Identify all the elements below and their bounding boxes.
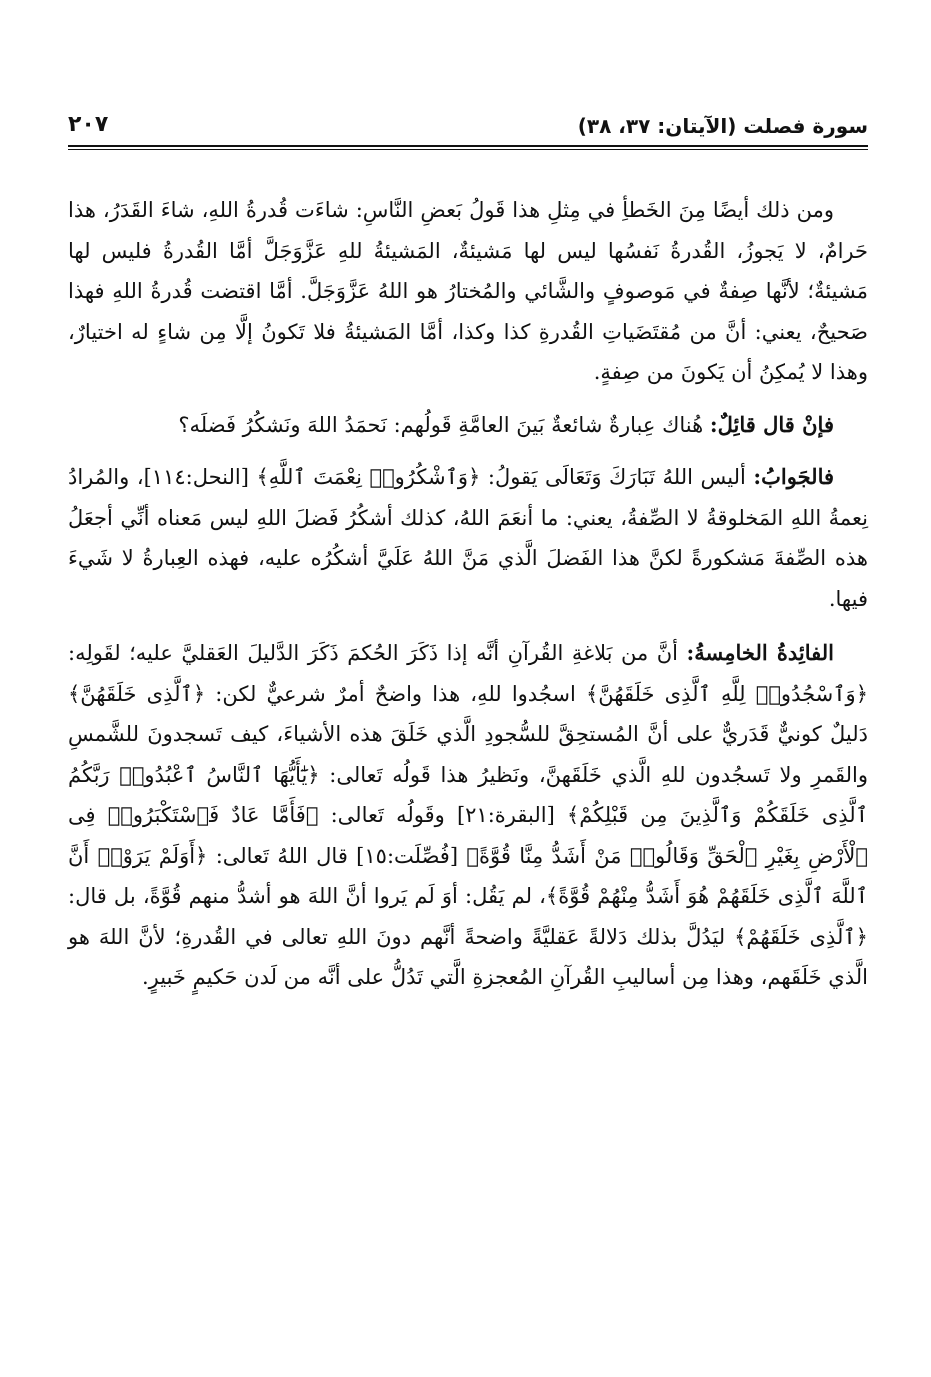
header-divider: [68, 145, 868, 147]
surah-heading: سورة فصلت (الآيتان: ٣٧، ٣٨): [577, 114, 868, 138]
paragraph-1-text: ومن ذلك أيضًا مِنَ الخَطأِ في مِثلِ هذا قَولُ بَعضِ النَّاسِ: شاءَت قُدرةُ اللهِ، شاءَ القَدَرُ، هذا حَرامٌ، لا يَجوزُ، القُدرةُ نَفسُها ليس لها مَشيئةٌ، المَشيئةُ للهِ عَزَّوَجَلَّ أمَّا القُدرةُ فليس لها مَشيئةٌ؛ لأنَّها صِفةٌ في مَوصوفٍ والشَّائي والمُختارُ هو اللهُ عَزَّوَجَلَّ. أمَّا اقتضت قُدرةُ اللهِ فهذا صَحيحٌ، يعني: أنَّ من مُقتَضَياتِ القُدرةِ كذا وكذا، أمَّا المَشيئةُ فلا تَكونُ إلَّا مِن شاءٍ له اختيارٌ، وهذا لا يُمكِنُ أن يَكونَ من صِفةٍ.: [68, 198, 868, 384]
paragraph-2-text: هُناك عِبارةٌ شائعةٌ بَينَ العامَّةِ قَولُهم: نَحمَدُ اللهَ ونَشكُرُ فَضلَه؟: [178, 412, 710, 437]
paragraph-2: [68, 405, 868, 446]
paragraph-1: [68, 190, 868, 393]
header-divider-thin: [68, 149, 868, 150]
paragraph-4: [68, 633, 868, 998]
paragraph-3: [68, 457, 868, 619]
paragraph-3-text: أليس اللهُ تَبَارَكَ وَتَعَالَى يَقولُ: ﴿وَٱشْكُرُوا۟ نِعْمَتَ ٱللَّهِ﴾ [النحل:١١٤]، والمُرادُ نِعمةُ اللهِ المَخلوقةُ لا الصِّفةُ، يعني: ما أنعَمَ اللهُ، كذلك أشكُرُ فَضلَ اللهِ ليس مَعناه أنِّي أجعَلُ هذه الصِّفةَ مَشكورةً لكنَّ هذا الفَضلَ الَّذي مَنَّ اللهُ عَلَيَّ أشكُرُه عليه، فهذه العِبارةُ لا شَيءَ فيها.: [68, 465, 868, 611]
paragraph-2-lead: فإنْ قال قائِلٌ:: [709, 411, 834, 437]
paragraph-3-lead: فالجَوابُ:: [753, 464, 835, 489]
paragraph-4-lead: الفائِدةُ الخامِسةُ:: [686, 640, 834, 665]
body-text: [68, 190, 868, 1010]
paragraph-4-text: أنَّ من بَلاغةِ القُرآنِ أنَّه إذا ذَكَرَ الحُكمَ ذَكَرَ الدَّليلَ العَقليَّ عليه؛ لقَولِه: ﴿وَٱسْجُدُوا۟ لِلَّهِ ٱلَّذِى خَلَقَهُنَّ﴾ اسجُدوا للهِ، هذا واضحٌ أمرٌ شرعيٌّ لكن: ﴿ٱلَّذِى خَلَقَهُنَّ﴾ دَليلٌ كونيٌّ قَدَريٌّ على أنَّ المُستحِقَّ للسُّجودِ الَّذي خَلَقَ هذه الأشياءَ، كيف تَسجدونَ للشَّمسِ والقَمرِ ولا تَسجُدون للهِ الَّذي خَلَقَهنَّ، ونَظيرُ هذا قَولُه تَعالى: ﴿يَٰٓأَيُّهَا ٱلنَّاسُ ٱعْبُدُوا۟ رَبَّكُمُ ٱلَّذِى خَلَقَكُمْ وَٱلَّذِينَ مِن قَبْلِكُمْ﴾ [البقرة:٢١] وقَولُه تَعالى: ﴿فَأَمَّا عَادٌ فَٱسْتَكْبَرُوا۟ فِى ٱلْأَرْضِ بِغَيْرِ ٱلْحَقِّ وَقَالُوا۟ مَنْ أَشَدُّ مِنَّا قُوَّةً﴾ [فُصِّلَت:١٥] قال اللهُ تَعالى: ﴿أَوَلَمْ يَرَوْا۟ أَنَّ ٱللَّهَ ٱلَّذِى خَلَقَهُمْ هُوَ أَشَدُّ مِنْهُمْ قُوَّةً﴾، لم يَقُل: أوَ لَم يَروا أنَّ اللهَ هو أشدُّ منهم قُوَّةً، بل قال: ﴿ٱلَّذِى خَلَقَهُمْ﴾ ليَدُلَّ بذلك دَلالةً عَقليَّةً واضحةً أنَّهم دونَ اللهِ تعالى في القُدرةِ؛ لأنَّ اللهَ هو الَّذي خَلَقَهم، وهذا مِن أساليبِ القُرآنِ المُعجزةِ الَّتي تَدُلُّ على أنَّه من لَدن حَكيمٍ خَبيرٍ.: [68, 641, 869, 989]
page-number: ٢٠٧: [68, 112, 109, 137]
page-header: [68, 108, 868, 148]
